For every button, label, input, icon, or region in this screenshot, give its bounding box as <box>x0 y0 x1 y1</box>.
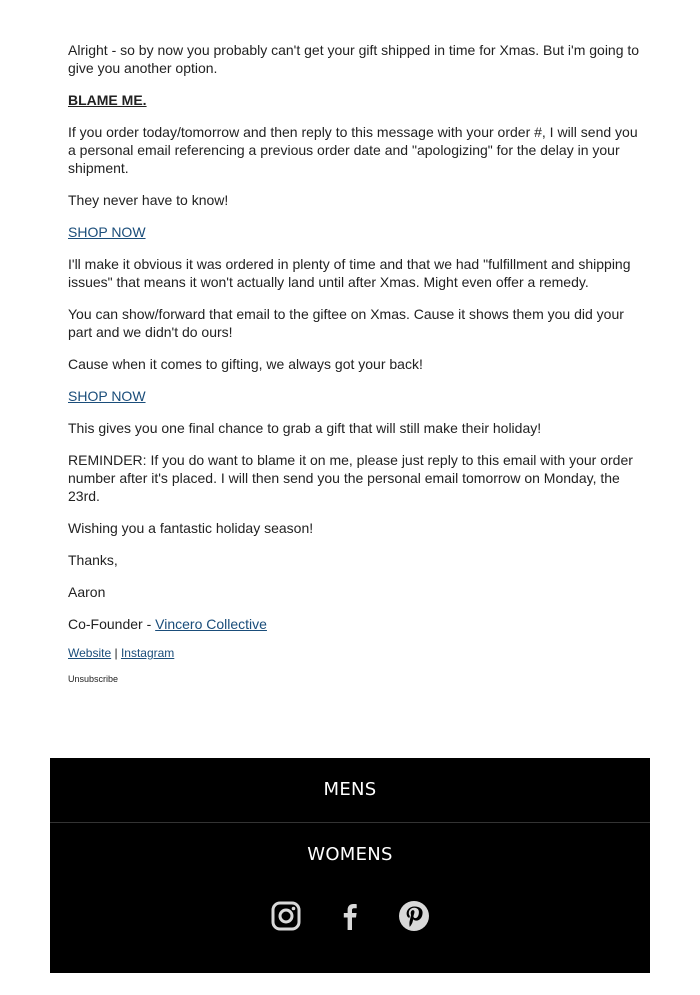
footer-links <box>68 645 643 661</box>
company-link[interactable]: Vincero Collective <box>155 616 267 632</box>
cofounder-prefix: Co-Founder - <box>68 616 156 632</box>
never-know-paragraph: They never have to know! <box>68 192 229 208</box>
shop-now-link-2[interactable]: SHOP NOW <box>68 388 146 404</box>
instagram-icon[interactable] <box>270 900 302 936</box>
unsubscribe-link[interactable]: Unsubscribe <box>68 674 119 684</box>
intro-paragraph: Alright - so by now you probably can't get your gift shipped in time for Xmas. But i'm going to give you another option. <box>68 42 640 76</box>
footer-nav-block <box>50 758 650 973</box>
blame-me-heading: BLAME ME. <box>68 92 147 108</box>
shop-now-link-1[interactable]: SHOP NOW <box>68 224 146 240</box>
final-chance-paragraph: This gives you one final chance to grab a gift that will still make their holiday! <box>68 420 542 436</box>
nav-mens-link[interactable]: MENS <box>323 779 377 800</box>
got-your-back-paragraph: Cause when it comes to gifting, we always got your back! <box>68 356 423 372</box>
instagram-link[interactable]: Instagram <box>120 646 175 660</box>
nav-womens-link[interactable]: WOMENS <box>307 844 393 865</box>
shop-now-row-1 <box>68 223 643 241</box>
website-link[interactable]: Website <box>68 646 112 660</box>
instagram-icon-svg <box>270 900 302 932</box>
facebook-icon-svg <box>334 900 366 932</box>
obvious-paragraph: I'll make it obvious it was ordered in plenty of time and that we had "fulfillment and shipping issues" that means it won't actually land until after Xmas. Might even offer a remedy. <box>68 256 631 290</box>
links-separator: | <box>111 646 121 660</box>
unsubscribe-row <box>68 673 643 685</box>
wishing-paragraph: Wishing you a fantastic holiday season! <box>68 520 314 536</box>
signature-name: Aaron <box>68 584 106 600</box>
cofounder-line <box>68 615 643 633</box>
reminder-paragraph: REMINDER: If you do want to blame it on me, please just reply to this email with your order number after it's placed. I will then send you the personal email tomorrow on Monday, the 23rd. <box>68 452 633 504</box>
pinterest-icon[interactable] <box>398 900 430 936</box>
pinterest-icon-svg <box>398 900 430 932</box>
order-instructions-paragraph: If you order today/tomorrow and then reply to this message with your order #, I will send you a personal email referencing a previous order date and "apologizing" for the delay in your shipment. <box>68 124 638 176</box>
social-icons-row <box>50 900 650 936</box>
facebook-icon[interactable] <box>334 900 366 936</box>
shop-now-row-2 <box>68 387 643 405</box>
forward-paragraph: You can show/forward that email to the giftee on Xmas. Cause it shows them you did your part and we didn't do ours! <box>68 306 624 340</box>
email-body <box>68 41 643 699</box>
thanks-text: Thanks, <box>68 552 118 568</box>
